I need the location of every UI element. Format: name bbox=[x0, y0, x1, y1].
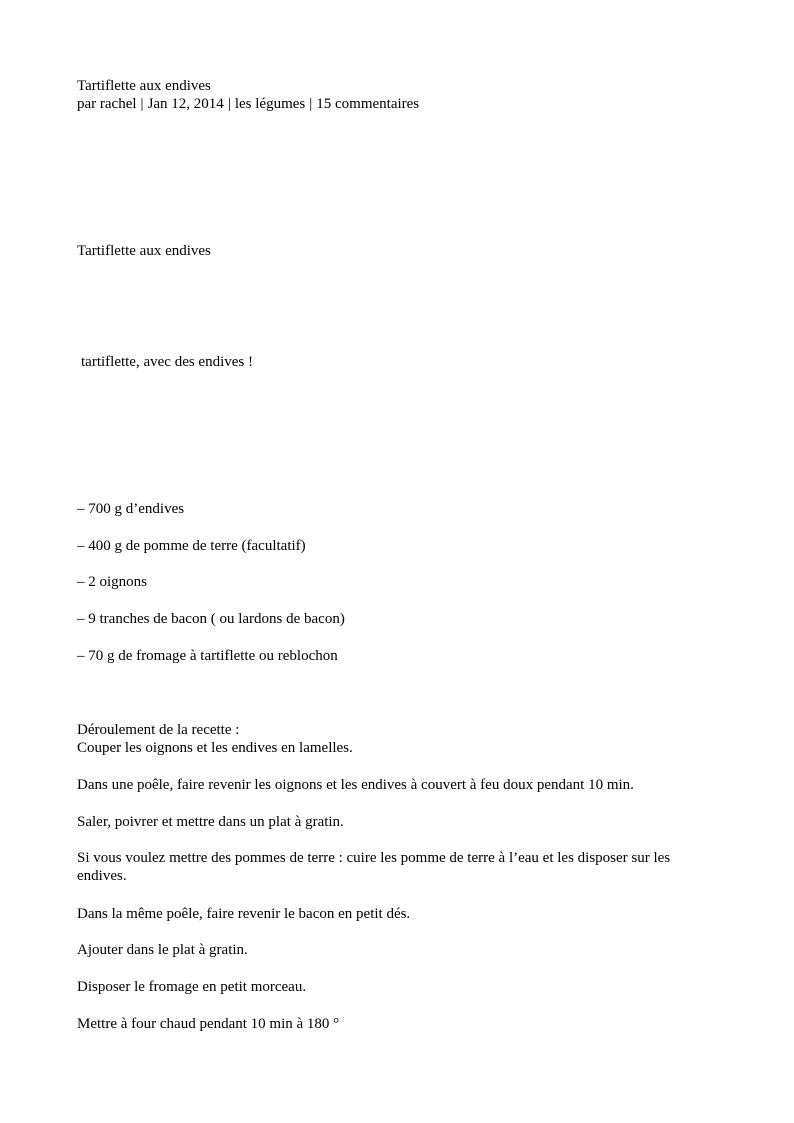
recipe-step: Ajouter dans le plat à gratin. bbox=[77, 942, 248, 958]
post-date: Jan 12, 2014 bbox=[147, 96, 224, 112]
ingredient-item: – 700 g d’endives bbox=[77, 501, 185, 517]
meta-separator: | bbox=[140, 96, 144, 112]
comments-link[interactable]: 15 commentaires bbox=[316, 96, 420, 112]
author-prefix: par bbox=[77, 96, 97, 112]
recipe-heading: Déroulement de la recette : bbox=[77, 722, 240, 738]
recipe-step: Dans la même poêle, faire revenir le bacon en petit dés. bbox=[77, 906, 411, 922]
ingredient-item: – 70 g de fromage à tartiflette ou reblochon bbox=[77, 648, 338, 664]
meta-separator: | bbox=[309, 96, 313, 112]
ingredient-item: – 9 tranches de bacon ( ou lardons de bacon) bbox=[77, 611, 345, 627]
recipe-step: Couper les oignons et les endives en lamelles. bbox=[77, 740, 353, 756]
recipe-step: Si vous voulez mettre des pommes de terre : cuire les pomme de terre à l’eau et les disposer sur les endives. bbox=[77, 850, 671, 884]
author-link[interactable]: rachel bbox=[99, 96, 137, 112]
post-meta bbox=[77, 95, 419, 113]
recipe-step: Saler, poivrer et mettre dans un plat à gratin. bbox=[77, 814, 344, 830]
meta-separator: | bbox=[227, 96, 231, 112]
recipe-step: Mettre à four chaud pendant 10 min à 180 ° bbox=[77, 1016, 340, 1032]
recipe-step: Dans une poêle, faire revenir les oignons et les endives à couvert à feu doux pendant 10 min. bbox=[77, 777, 634, 793]
ingredient-item: – 2 oignons bbox=[77, 574, 148, 590]
intro-text: tartiflette, avec des endives ! bbox=[81, 354, 254, 370]
post-title: Tartiflette aux endives bbox=[77, 78, 211, 94]
post-subtitle: Tartiflette aux endives bbox=[77, 243, 211, 259]
ingredient-item: – 400 g de pomme de terre (facultatif) bbox=[77, 538, 306, 554]
category-link[interactable]: les légumes bbox=[234, 96, 306, 112]
recipe-step: Disposer le fromage en petit morceau. bbox=[77, 979, 307, 995]
